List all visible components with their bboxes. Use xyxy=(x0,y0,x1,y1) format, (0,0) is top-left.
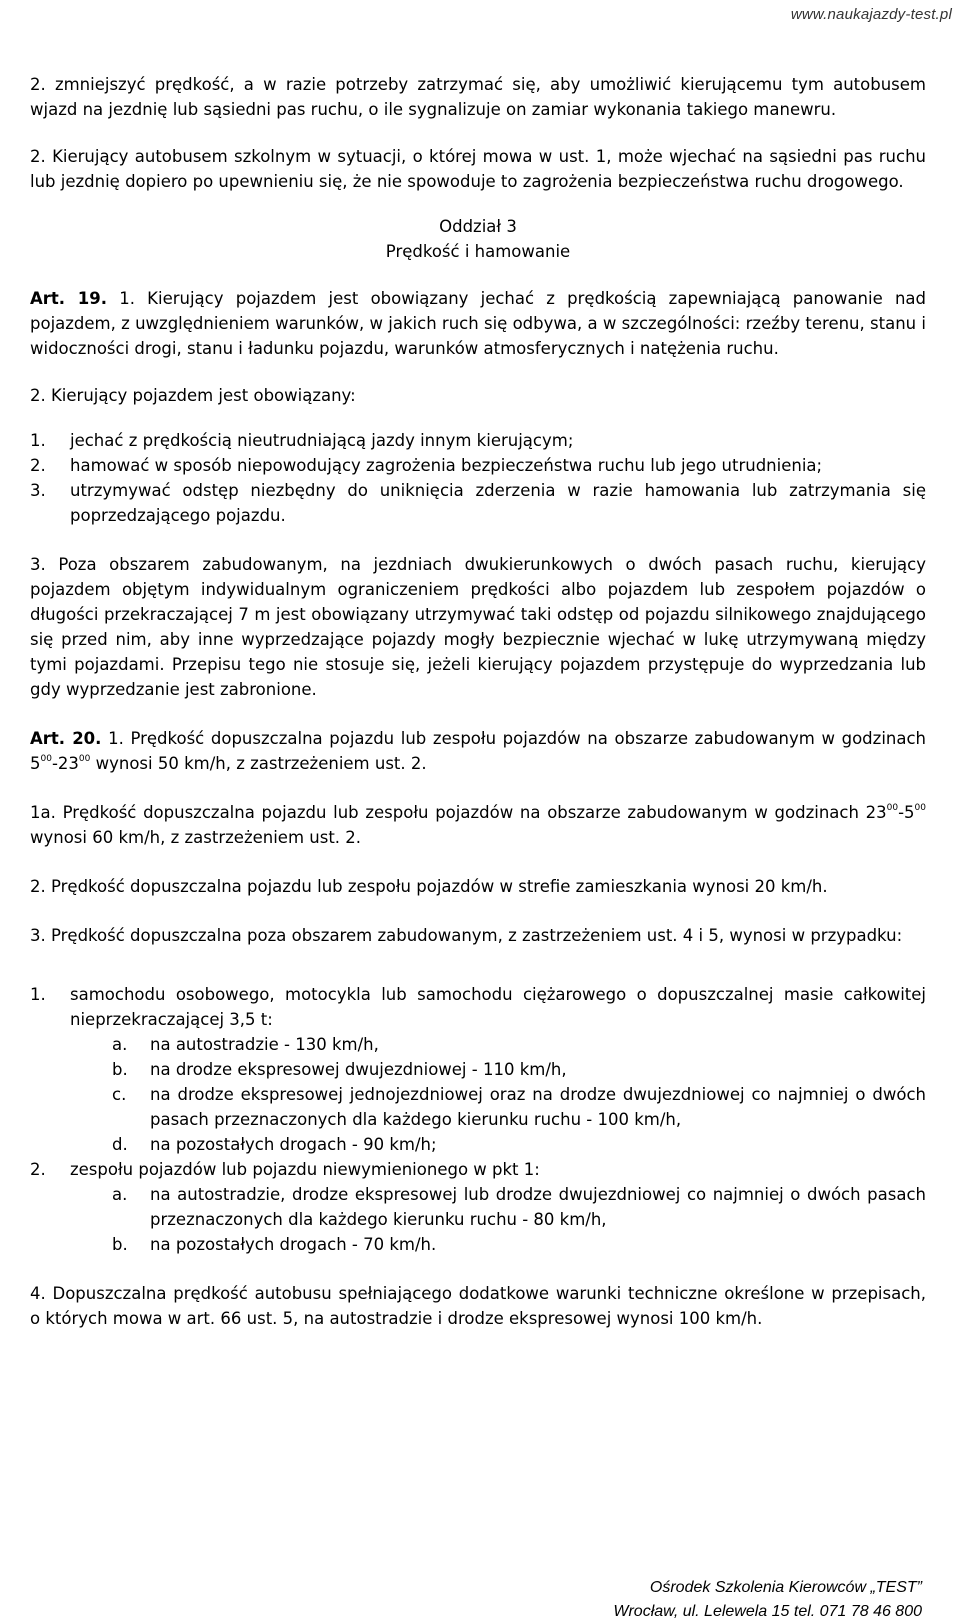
paragraph: 2. zmniejszyć prędkość, a w razie potrzeby zatrzymać się, aby umożliwić kierującemu tym autobusem wjazd na jezdnię lub sąsiedni pas ruchu, o ile sygnalizuje on zamiar wykonania takiego manewru. xyxy=(30,75,926,119)
article-text: 1a. Prędkość dopuszczalna pojazdu lub zespołu pojazdów na obszarze zabudowanym w godzinach 23 xyxy=(30,803,887,822)
article-text: wynosi 60 km/h, z zastrzeżeniem ust. 2. xyxy=(30,828,362,847)
section-subtitle: Prędkość i hamowanie xyxy=(385,242,571,261)
list-item-text: na pozostałych drogach - 70 km/h. xyxy=(150,1235,437,1254)
list-item-number: b. xyxy=(112,1235,128,1254)
document-body xyxy=(30,72,926,1331)
sub-list-item xyxy=(112,1082,926,1132)
list-item-number: 2. xyxy=(30,456,46,475)
section-title: Oddział 3 xyxy=(439,217,517,236)
list-item-number: b. xyxy=(112,1060,128,1079)
list-item-text: hamować w sposób niepowodujący zagrożenia bezpieczeństwa ruchu lub jego utrudnienia; xyxy=(70,456,823,475)
paragraph: 2. Kierujący autobusem szkolnym w sytuacji, o której mowa w ust. 1, może wjechać na sąsiedni pas ruchu lub jezdnię dopiero po upewnieniu się, że nie spowoduje to zagrożenia bezpieczeństwa ruchu drogowego. xyxy=(30,147,926,191)
article-20-para-3: 3. Prędkość dopuszczalna poza obszarem zabudowanym, z zastrzeżeniem ust. 4 i 5, wynosi w przypadku: xyxy=(30,926,903,945)
article-20-para-2: 2. Prędkość dopuszczalna pojazdu lub zespołu pojazdów w strefie zamieszkania wynosi 20 km/h. xyxy=(30,877,828,896)
article-text: -5 xyxy=(898,803,915,822)
article-20-para-1 xyxy=(30,726,926,776)
article-20-list xyxy=(30,982,926,1257)
article-19-para-2: 2. Kierujący pojazdem jest obowiązany: xyxy=(30,386,356,405)
list-item-text: na drodze ekspresowej jednojezdniowej oraz na drodze dwujezdniowej co najmniej o dwóch pasach przeznaczonych dla każdego kierunku ruchu - 100 km/h, xyxy=(150,1085,926,1129)
list-item-text: utrzymywać odstęp niezbędny do uniknięcia zderzenia w razie hamowania lub zatrzymania się poprzedzającego pojazdu. xyxy=(70,481,926,525)
list-item-number: 1. xyxy=(30,431,46,450)
article-text: wynosi 50 km/h, z zastrzeżeniem ust. 2. xyxy=(90,754,427,773)
footer-line-1: Ośrodek Szkolenia Kierowców „TEST” xyxy=(649,1579,922,1596)
superscript: 00 xyxy=(914,803,926,813)
list-item-number: a. xyxy=(112,1035,128,1054)
list-item xyxy=(30,453,926,478)
superscript: 00 xyxy=(78,754,91,764)
superscript: 00 xyxy=(40,754,52,764)
list-item xyxy=(30,1157,926,1182)
sub-list-item xyxy=(112,1032,926,1057)
list-item-text: na pozostałych drogach - 90 km/h; xyxy=(150,1135,437,1154)
list-item xyxy=(30,478,926,528)
list-item-text: zespołu pojazdów lub pojazdu niewymienionego w pkt 1: xyxy=(70,1160,540,1179)
superscript: 00 xyxy=(886,803,899,813)
sub-list-item xyxy=(112,1232,926,1257)
footer-line-2: Wrocław, ul. Lelewela 15 tel. 071 78 46 800 xyxy=(613,1603,922,1620)
article-label: Art. 20. xyxy=(30,729,102,748)
article-text: 1. Prędkość dopuszczalna pojazdu lub zespołu pojazdów na obszarze zabudowanym w godzinach 5 xyxy=(30,729,926,773)
article-label: Art. 19. xyxy=(30,289,108,308)
article-text: 1. Kierujący pojazdem jest obowiązany jechać z prędkością zapewniającą panowanie nad pojazdem, z uwzględnieniem warunków, w jakich ruch się odbywa, a w szczególności: rzeźby terenu, stanu i widoczności drogi, stanu i ładunku pojazdu, warunków atmosferycznych i natężenia ruchu. xyxy=(30,289,926,358)
list-item-text: jechać z prędkością nieutrudniającą jazdy innym kierującym; xyxy=(70,431,574,450)
list-item-text: samochodu osobowego, motocykla lub samochodu ciężarowego o dopuszczalnej masie całkowitej nieprzekraczającej 3,5 t: xyxy=(70,985,926,1029)
list-item-text: na autostradzie, drodze ekspresowej lub drodze dwujezdniowej co najmniej o dwóch pasach przeznaczonych dla każdego kierunku ruchu - 80 km/h, xyxy=(150,1185,926,1229)
list-item-text: na drodze ekspresowej dwujezdniowej - 110 km/h, xyxy=(150,1060,567,1079)
header-url: www.naukajazdy-test.pl xyxy=(790,6,952,23)
article-19-para-3: 3. Poza obszarem zabudowanym, na jezdniach dwukierunkowych o dwóch pasach ruchu, kierujący pojazdem objętym indywidualnym ograniczeniem prędkości albo pojazdem lub zespołem pojazdów o długości przekraczającej 7 m jest obowiązany utrzymywać taki odstęp od pojazdu silnikowego znajdującego się przed nim, aby inne wyprzedzające pojazdy mogły bezpiecznie wjechać w lukę utrzymywaną między tymi pojazdami. Przepisu tego nie stosuje się, jeżeli kierujący pojazdem przystępuje do wyprzedzania lub gdy wyprzedzanie jest zabronione. xyxy=(30,555,926,699)
article-20-para-1a xyxy=(30,800,926,850)
sub-list-item xyxy=(112,1182,926,1232)
list-item-number: c. xyxy=(112,1085,127,1104)
list-item-number: a. xyxy=(112,1185,128,1204)
article-19-para-1 xyxy=(30,286,926,361)
sub-list-item xyxy=(112,1057,926,1082)
list-item-number: 3. xyxy=(30,481,46,500)
sub-list-item xyxy=(112,1132,926,1157)
list-item-number: d. xyxy=(112,1135,128,1154)
list-item-number: 1. xyxy=(30,985,46,1004)
article-20-para-4: 4. Dopuszczalna prędkość autobusu spełniającego dodatkowe warunki techniczne określone w przepisach, o których mowa w art. 66 ust. 5, na autostradzie i drodze ekspresowej wynosi 100 km/h. xyxy=(30,1284,926,1328)
footer xyxy=(613,1576,922,1624)
list-item-text: na autostradzie - 130 km/h, xyxy=(150,1035,379,1054)
article-19-list xyxy=(30,428,926,528)
article-text: -23 xyxy=(51,754,79,773)
list-item xyxy=(30,428,926,453)
list-item xyxy=(30,982,926,1032)
list-item-number: 2. xyxy=(30,1160,46,1179)
